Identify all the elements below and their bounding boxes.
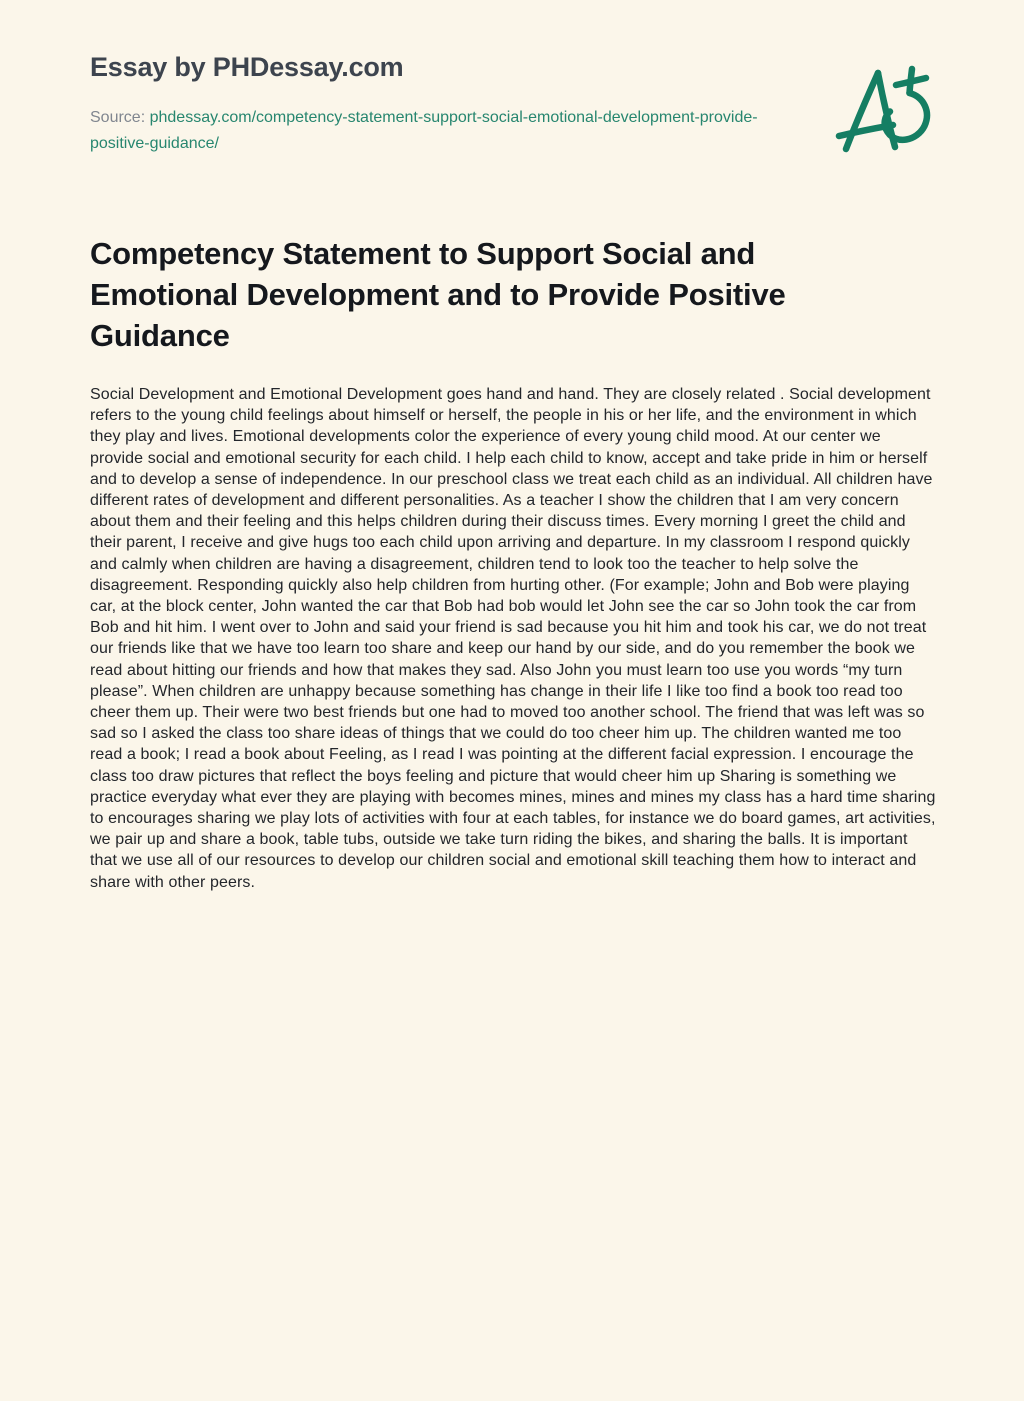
phdessay-a-plus-logo-icon — [832, 54, 936, 168]
source-line — [90, 105, 758, 157]
page-header — [90, 52, 938, 157]
essay-article — [90, 233, 938, 893]
site-title: Essay by PHDessay.com — [90, 52, 404, 82]
essay-body-text: Social Development and Emotional Development goes hand and hand. They are closely related . Social development refers to the young child feelings about himself or herself, the people in his or her life, and the environment in which they play and lives. Emotional developments color the experience of every young child mood. At our center we provide social and emotional security for each child. I help each child to know, accept and take pride in him or herself and to develop a sense of independence. In our preschool class we treat each child as an individual. All children have different rates of development and different personalities. As a teacher I show the children that I am very concern about them and their feeling and this helps children during their discuss times. Every morning I greet the child and their parent, I receive and give hugs too each child upon arriving and departure. In my classroom I respond quickly and calmly when children are having a disagreement, children tend to look too the teacher to help solve the disagreement. Responding quickly also help children from hurting other. (For example; John and Bob were playing car, at the block center, John wanted the car that Bob had bob would let John see the car so John took the car from Bob and hit him. I went over to John and said your friend is sad because you hit him and took his car, we do not treat our friends like that we have too learn too share and keep our hand by our side, and do you remember the book we read about hitting our friends and how that makes they sad. Also John you must learn too use you words “my turn please”. When children are unhappy because something has change in their life I like too find a book too read too cheer them up. Their were two best friends but one had to moved too another school. The friend that was left was so sad so I asked the class too share ideas of things that we could do too cheer him up. The children wanted me too read a book; I read a book about Feeling, as I read I was pointing at the different facial expression. I encourage the class too draw pictures that reflect the boys feeling and picture that would cheer him up Sharing is something we practice everyday what ever they are playing with becomes mines, mines and mines my class has a hard time sharing to encourages sharing we play lots of activities with four at each tables, for instance we do board games, art activities, we pair up and share a book, table tubs, outside we take turn riding the bikes, and sharing the balls. It is important that we use all of our resources to develop our children social and emotional skill teaching them how to interact and share with other peers. — [90, 386, 936, 891]
source-link[interactable]: phdessay.com/competency-statement-support-social-emotional-development-provide-positive-guidance/ — [90, 109, 758, 152]
essay-title: Competency Statement to Support Social and Emotional Development and to Provide Positive Guidance — [90, 236, 786, 353]
source-label: Source: — [90, 109, 146, 126]
